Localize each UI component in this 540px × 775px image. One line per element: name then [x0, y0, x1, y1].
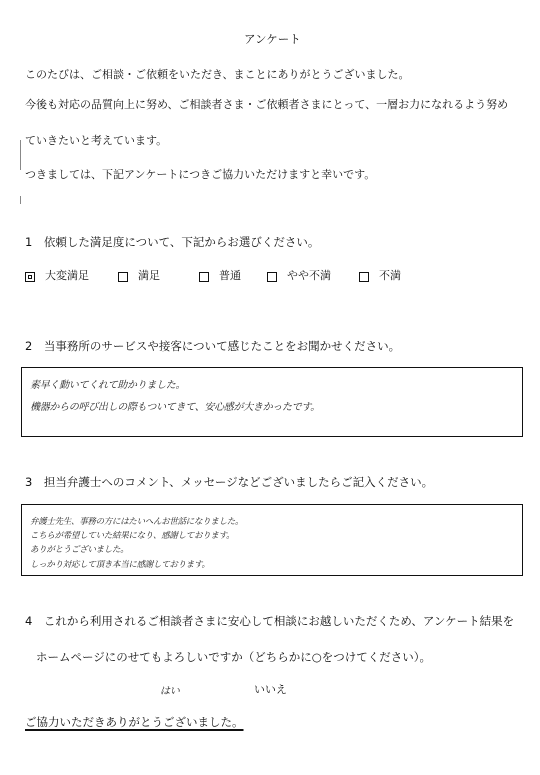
q2-answer-line-1: 素早く動いてくれて助かりました。	[30, 380, 186, 391]
q1-option-checkbox-4[interactable]	[267, 272, 277, 282]
q2-label: 2 当事務所のサービスや接客について感じたことをお聞かせください。	[25, 339, 401, 353]
q1-option-checkbox-3[interactable]	[199, 272, 209, 282]
q2-answer-box[interactable]	[21, 367, 523, 437]
q3-answer-box[interactable]	[21, 504, 523, 576]
q1-option-label-5: 不満	[379, 269, 401, 282]
page-title: アンケート	[244, 32, 301, 46]
q1-label: 1 依頼した満足度について、下記からお選びください。	[25, 235, 320, 249]
intro-line-3: ていきたいと考えています。	[25, 134, 168, 147]
scan-margin-mark-2	[20, 196, 21, 204]
intro-line-4: つきましては、下記アンケートにつきご協力いただけますと幸いです。	[25, 168, 376, 181]
q2-answer-line-2: 機器からの呼び出しの際もついてきて、安心感が大きかったです。	[30, 402, 320, 413]
intro-line-1: このたびは、ご相談・ご依頼をいただき、まことにありがとうございました。	[25, 68, 410, 81]
q1-option-label-4: やや不満	[287, 269, 331, 282]
q4-no-option[interactable]: いいえ	[254, 683, 287, 696]
q1-option-label-2: 満足	[138, 269, 160, 282]
q4-yes-option[interactable]: はい	[160, 686, 180, 697]
closing-message: ご協力いただきありがとうございました。	[25, 715, 244, 729]
intro-line-2: 今後も対応の品質向上に努め、ご相談者さま・ご依頼者さまにとって、一層お力になれるよう努め	[25, 98, 509, 111]
q3-answer-line-1: 弁護士先生、事務の方にはたいへんお世話になりました。	[30, 517, 244, 527]
q3-answer-line-2: こちらが希望していた結果になり、感謝しております。	[30, 531, 235, 541]
q1-option-checkbox-5[interactable]	[359, 272, 369, 282]
q3-answer-line-3: ありがとうございました。	[30, 545, 129, 555]
scan-margin-mark	[20, 140, 21, 170]
q1-option-checkbox-1[interactable]	[25, 272, 35, 282]
q3-label: 3 担当弁護士へのコメント、メッセージなどございましたらご記入ください。	[25, 475, 434, 489]
q1-option-checkbox-2[interactable]	[118, 272, 128, 282]
q1-option-label-3: 普通	[219, 269, 241, 282]
q4-label-line-2: ホームページにのせてもよろしいですか（どちらかに○をつけてください）。	[36, 650, 432, 664]
q3-answer-line-4: しっかり対応して頂き本当に感謝しております。	[30, 560, 210, 570]
q4-label-line-1: 4 これから利用されるご相談者さまに安心して相談にお越しいただくため、アンケート結果を	[25, 614, 515, 628]
q1-option-label-1: 大変満足	[45, 269, 89, 282]
